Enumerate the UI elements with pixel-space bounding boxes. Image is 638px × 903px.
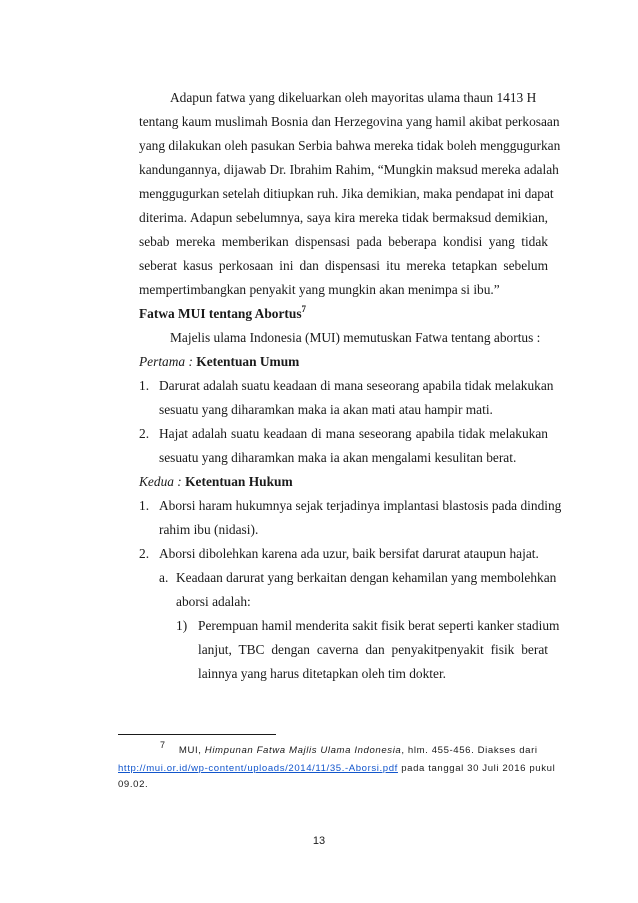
list-item-line: lanjut, TBC dengan caverna dan penyakitpenyakit fisik berat bbox=[198, 642, 548, 657]
footnote-line bbox=[118, 760, 555, 777]
list-item-line: rahim ibu (nidasi). bbox=[159, 522, 259, 537]
kedua-prefix: Kedua : bbox=[139, 474, 186, 489]
list-item-line: Aborsi dibolehkan karena ada uzur, baik bersifat darurat ataupun hajat. bbox=[159, 546, 539, 561]
footnote-title: Himpunan Fatwa Majlis Ulama Indonesia bbox=[204, 745, 402, 756]
para-line: menggugurkan setelah ditiupkan ruh. Jika demikian, maka pendapat ini dapat bbox=[139, 186, 554, 201]
list-number: 2. bbox=[139, 546, 150, 561]
para-line: sebab mereka memberikan dispensasi pada beberapa kondisi yang tidak bbox=[139, 234, 548, 249]
footnote-author: MUI, bbox=[178, 745, 205, 756]
list-item-line: Aborsi haram hukumnya sejak terjadinya implantasi blastosis pada dinding bbox=[159, 498, 562, 513]
list-item-line: lainnya yang harus ditetapkan oleh tim dokter. bbox=[198, 666, 447, 681]
pertama-prefix: Pertama : bbox=[139, 354, 197, 369]
list-item-line: Darurat adalah suatu keadaan di mana seseorang apabila tidak melakukan bbox=[159, 378, 554, 393]
para-line: seberat kasus perkosaan ini dan dispensasi itu mereka tetapkan sebelum bbox=[139, 258, 548, 273]
list-number: 1. bbox=[139, 378, 150, 393]
footnote-time: 09.02. bbox=[118, 779, 149, 790]
pertama-heading bbox=[139, 354, 299, 370]
list-item-line: sesuatu yang diharamkan maka ia akan mengalami kesulitan berat. bbox=[159, 450, 517, 465]
para-line: mempertimbangkan penyakit yang mungkin akan menimpa si ibu.” bbox=[139, 282, 500, 297]
footnote-ref[interactable]: 7 bbox=[301, 303, 307, 314]
section-heading bbox=[139, 303, 307, 322]
para-line: diterima. Adapun sebelumnya, saya kira mereka tidak bermaksud demikian, bbox=[139, 210, 548, 225]
para-line: Adapun fatwa yang dikeluarkan oleh mayoritas ulama thaun 1413 H bbox=[170, 90, 537, 105]
footnote-line bbox=[160, 739, 538, 759]
footnote-accessed: pada tanggal 30 Juli 2016 pukul bbox=[397, 763, 556, 774]
kedua-heading bbox=[139, 474, 293, 490]
heading-text: Fatwa MUI tentang Abortus bbox=[139, 306, 302, 321]
footnote-divider bbox=[118, 734, 276, 735]
page-number: 13 bbox=[312, 835, 326, 847]
kedua-title: Ketentuan Hukum bbox=[185, 474, 293, 489]
list-number: 1. bbox=[139, 498, 150, 513]
list-letter: a. bbox=[159, 570, 169, 585]
para-line: kandungannya, dijawab Dr. Ibrahim Rahim, “Mungkin maksud mereka adalah bbox=[139, 162, 559, 177]
footnote-url-link[interactable]: http://mui.or.id/wp-content/uploads/2014/11/35.-Aborsi.pdf bbox=[118, 763, 398, 774]
para-line: yang dilakukan oleh pasukan Serbia bahwa mereka tidak boleh menggugurkan bbox=[139, 138, 561, 153]
list-item-line: aborsi adalah: bbox=[176, 594, 251, 609]
list-subnumber: 1) bbox=[176, 618, 188, 633]
list-item-line: sesuatu yang diharamkan maka ia akan mati atau hampir mati. bbox=[159, 402, 493, 417]
list-item-line: Keadaan darurat yang berkaitan dengan kehamilan yang membolehkan bbox=[176, 570, 557, 585]
footnote-pages: , hlm. 455-456. Diakses dari bbox=[401, 745, 538, 756]
list-item-line: Hajat adalah suatu keadaan di mana seseorang apabila tidak melakukan bbox=[159, 426, 548, 441]
list-item-line: Perempuan hamil menderita sakit fisik berat seperti kanker stadium bbox=[198, 618, 560, 633]
pertama-title: Ketentuan Umum bbox=[196, 354, 300, 369]
intro-text: Majelis ulama Indonesia (MUI) memutuskan Fatwa tentang abortus : bbox=[170, 330, 541, 345]
footnote-number: 7 bbox=[160, 739, 166, 750]
para-line: tentang kaum muslimah Bosnia dan Herzegovina yang hamil akibat perkosaan bbox=[139, 114, 560, 129]
list-number: 2. bbox=[139, 426, 150, 441]
